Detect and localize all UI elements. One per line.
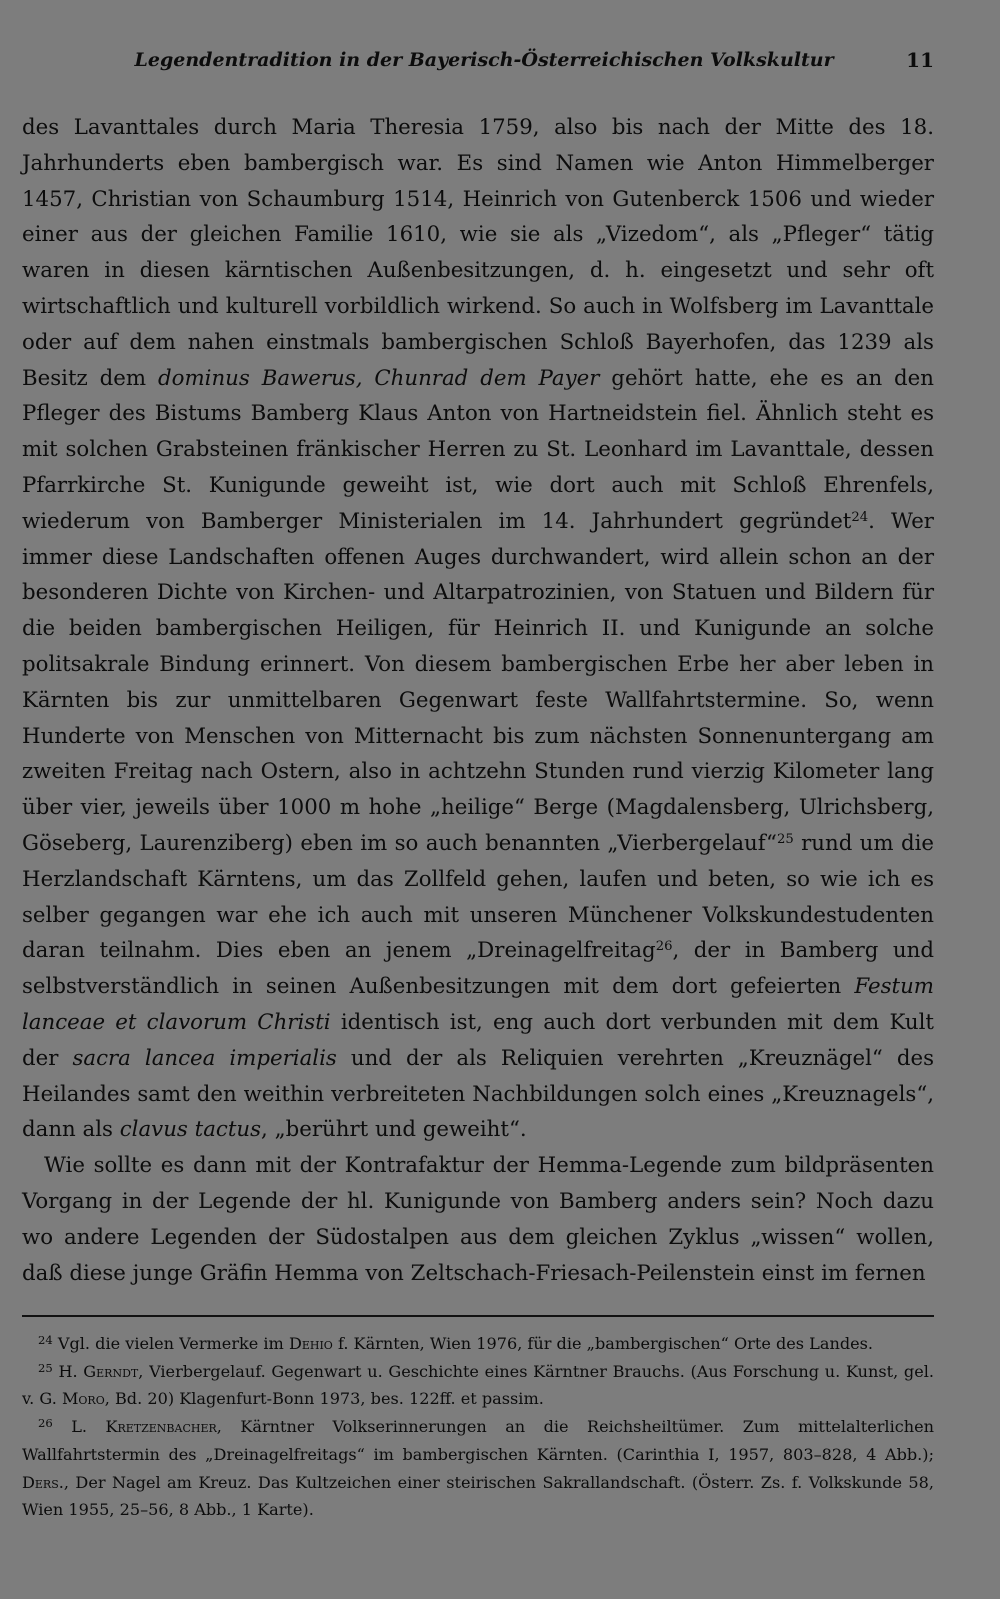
page-header (22, 40, 934, 80)
text-run: rund um die Herzlandschaft Kärntens, um das Zollfeld gehen, laufen und beten, so wie ich es selber gegangen war ehe ich auch mit unseren Münchener Volkskundestudenten daran teilnahm. Dies eben an jenem „Dreinagelfreitag (22, 830, 934, 964)
text-run: . Wer immer diese Landschaften offenen Auges durchwandert, wird allein schon an der besonderen Dichte von Kirchen- und Altarpatrozinien, von Statuen und Bildern für die beiden bambergischen Heiligen, für Heinrich II. und Kunigunde an solche politsakrale Bindung erinnert. Von diesem bambergischen Erbe her aber leben in Kärnten bis zur unmittelbaren Gegenwart feste Wallfahrtstermine. So, wenn Hunderte von Menschen von Mitternacht bis zum nächsten Sonnenuntergang am zweiten Freitag nach Ostern, also in achtzehn Stunden rund vierzig Kilometer lang über vier, jeweils über 1000 m hohe „heilige“ Berge (Magdalensberg, Ulrichsberg, Göseberg, Laurenziberg) eben im so auch benannten „Vierbergelauf“ (22, 508, 934, 856)
text-run: identisch ist, eng auch dort verbunden mit dem Kult der (22, 1009, 934, 1071)
running-title: Legendentradition in der Bayerisch-Österreichischen Volkskultur (134, 49, 834, 71)
author-name: Kretzenbacher (105, 1417, 217, 1437)
footnote-number: 25 (38, 1360, 53, 1375)
page-number: 11 (906, 48, 934, 72)
text-run: L. (71, 1417, 106, 1437)
footnote-number: 26 (38, 1415, 53, 1430)
italic-run: dominus Bawerus, Chunrad dem Payer (157, 365, 600, 391)
body-text (22, 110, 934, 1291)
footnote-ref-24: 24 (851, 509, 869, 525)
author-name: Ders. (22, 1472, 64, 1492)
paragraph-1 (22, 110, 934, 1148)
footnote-ref-26: 26 (655, 939, 673, 955)
text-run: des Lavanttales durch Maria Theresia 1759, also bis nach der Mitte des 18. Jahrhunderts eben bambergisch war. Es sind Namen wie Anton Himmelberger 1457, Christian von Schaumburg 1514, Heinrich von Gutenberck 1506 und wieder einer aus der gleichen Familie 1610, wie sie als „Vizedom“, als „Pfleger“ tätig waren in diesen kärntischen Außenbesitzungen, d. h. eingesetzt und sehr oft wirtschaftlich und kulturell vorbildlich wirkend. So auch in Wolfsberg im Lavanttale oder auf dem nahen einstmals bambergischen Schloß Bayerhofen, das 1239 als Besitz dem (22, 115, 934, 391)
italic-run: sacra lancea imperialis (72, 1045, 337, 1071)
footnote-number: 24 (38, 1332, 53, 1347)
author-name: Moro (61, 1389, 105, 1409)
footnote-26 (22, 1413, 934, 1524)
author-name: Dehio (288, 1334, 333, 1353)
footnotes (22, 1330, 934, 1524)
footnote-24 (22, 1330, 934, 1358)
text-run: , Der Nagel am Kreuz. Das Kultzeichen einer steirischen Sakrallandschaft. (Österr. Zs. f. Volkskunde 58, Wien 1955, 25–56, 8 Abb., 1 Karte). (22, 1472, 934, 1520)
text-run: gehört hatte, ehe es an den Pfleger des Bistums Bamberg Klaus Anton von Hartneidstein fiel. Ähnlich steht es mit solchen Grabsteinen fränkischer Herren zu St. Leonhard im Lavanttale, dessen Pfarrkirche St. Kunigunde geweiht ist, wie dort auch mit Schloß Ehrenfels, wiederum von Bamberger Ministerialen im 14. Jahrhundert gegründet (22, 365, 934, 534)
footnote-divider (22, 1315, 934, 1317)
text-run: Wie sollte es dann mit der Kontrafaktur der Hemma-Legende zum bildpräsenten Vorgang in der Legende der hl. Kunigunde von Bamberg anders sein? Noch dazu wo andere Legenden der Südostalpen aus dem gleichen Zyklus „wissen“ wollen, daß diese junge Gräfin Hemma von Zeltschach-Friesach-Peilenstein einst im fernen (22, 1153, 934, 1286)
text-run: , Kärntner Volkserinnerungen an die Reichsheiltümer. Zum mittelalterlichen Wallfahrtstermin des „Dreinagelfreitags“ im bambergischen Kärnten. (Carinthia I, 1957, 803–828, 4 Abb.); (22, 1417, 934, 1464)
text-run: H. (58, 1361, 84, 1381)
italic-run: Festum lanceae et clavorum Christi (22, 974, 934, 1035)
footnote-ref-25: 25 (776, 831, 794, 847)
paragraph-2 (22, 1148, 934, 1291)
text-run: f. Kärnten, Wien 1976, für die „bambergischen“ Orte des Landes. (332, 1334, 874, 1353)
text-run: , Bd. 20) Klagenfurt-Bonn 1973, bes. 122ff. et passim. (104, 1389, 544, 1409)
text-run: , der in Bamberg und selbstverständlich in seinen Außenbesitzungen mit dem dort gefeierten (22, 938, 934, 1000)
footnote-25 (22, 1358, 934, 1413)
author-name: Gerndt (83, 1361, 139, 1381)
text-run: und der als Reliquien verehrten „Kreuznägel“ des Heilandes samt den weithin verbreiteten Nachbildungen solch eines „Kreuznagels“, dann als (22, 1045, 935, 1143)
text-run: Vgl. die vielen Vermerke im (57, 1334, 289, 1353)
italic-run: clavus tactus (119, 1117, 262, 1143)
text-run: , Vierbergelauf. Gegenwart u. Geschichte eines Kärntner Brauchs. (Aus Forschung u. Kunst, gel. v. G. (22, 1361, 934, 1409)
text-run: , „berührt und geweiht“. (261, 1117, 527, 1143)
